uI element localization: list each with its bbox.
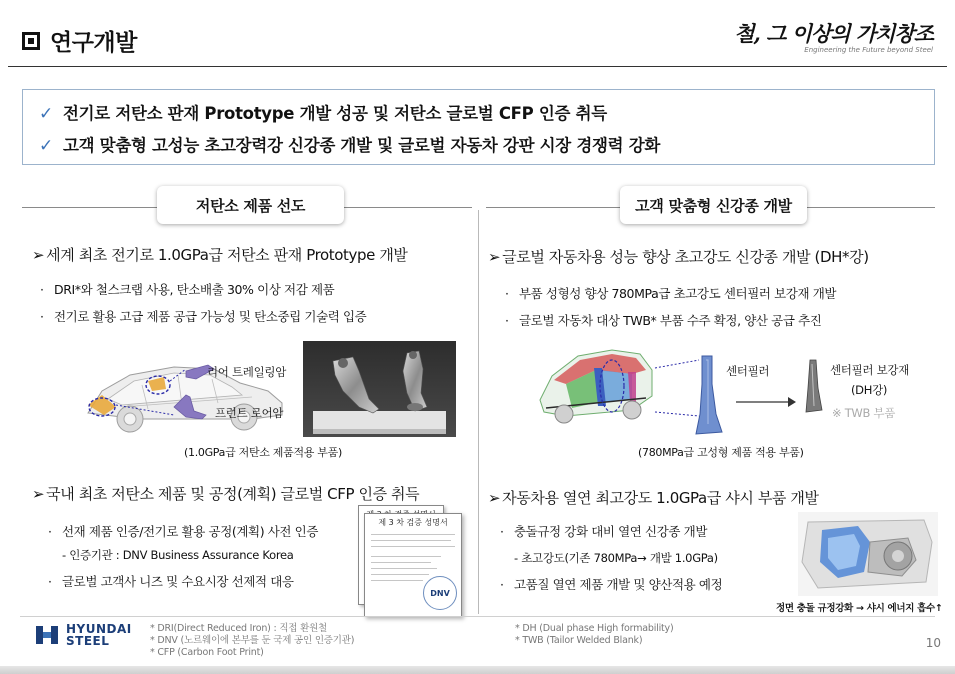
right-heading-2 [488, 487, 819, 508]
left-bullet [48, 572, 294, 590]
right-section-label: 고객 맞춤형 신강종 개발 [620, 186, 807, 224]
square-bullet-icon [22, 32, 40, 50]
right-sub-bullet: - 초고강도(기존 780MPa→ 개발 1.0GPa) [514, 551, 718, 565]
right-bullet-text: 글로벌 자동차 대상 TWB* 부품 수주 확정, 양산 공급 추진 [519, 313, 822, 328]
right-bullet-text: 충돌규정 강화 대비 열연 신강종 개발 [514, 524, 707, 539]
certificate-title: 제 3 차 검증 성명서 [378, 518, 448, 527]
dnv-stamp: DNV [423, 576, 457, 610]
footnote-dri: * DRI(Direct Reduced Iron) : 직접 환원철 [150, 623, 328, 634]
dot-bullet-icon: · [505, 313, 509, 328]
car-frame-illustration [536, 340, 656, 430]
dot-bullet-icon: · [40, 309, 44, 324]
dot-bullet-icon: · [500, 524, 504, 539]
center-pillar-label: 센터필러 [726, 364, 770, 378]
summary-text: 전기로 저탄소 판재 Prototype 개발 성공 및 저탄소 글로벌 CFP 인증 취득 [62, 104, 607, 123]
page-number: 10 [925, 636, 941, 650]
right-heading-2-text: 자동차용 열연 최고강도 1.0GPa급 샤시 부품 개발 [502, 489, 819, 507]
dot-bullet-icon: · [500, 577, 504, 592]
car-body-illustration [82, 345, 292, 437]
certificate-document-front [364, 513, 462, 617]
part-label-rear-trailing-arm: 리어 트레일링암 [207, 365, 287, 379]
left-heading-1 [32, 244, 408, 265]
right-arrow-icon [736, 396, 798, 408]
check-icon: ✓ [39, 104, 53, 124]
footnote-twb: * TWB (Tailor Welded Blank) [515, 635, 643, 646]
dh-steel-label: (DH강) [851, 383, 888, 397]
arrow-bullet-icon: ➢ [488, 489, 501, 507]
right-bullet [500, 575, 722, 593]
left-bullet-text: 선재 제품 인증/전기로 활용 공정(계획) 사전 인증 [62, 524, 319, 539]
summary-box [22, 89, 935, 165]
left-bullet [40, 280, 334, 298]
hyundai-steel-logo-icon [34, 624, 60, 646]
right-heading-1-text: 글로벌 자동차용 성능 향상 초고강도 신강종 개발 (DH*강) [502, 248, 869, 266]
page-title [22, 24, 137, 57]
dot-bullet-icon: · [40, 282, 44, 297]
twb-part-note: ※ TWB 부품 [832, 406, 896, 420]
page-title-text: 연구개발 [50, 30, 137, 56]
brand-slogan-english: Engineering the Future beyond Steel [804, 46, 933, 54]
left-bullet [48, 522, 318, 540]
summary-text: 고객 맞춤형 고성능 초고장력강 신강종 개발 및 글로벌 자동차 강판 시장 경쟁력 강화 [62, 136, 661, 155]
left-bullet-text: 전기로 활용 고급 제품 공급 가능성 및 탄소중립 기술력 입증 [54, 309, 367, 324]
footnote-dnv: * DNV (노르웨이에 본부를 둔 국제 공인 인증기관) [150, 635, 355, 646]
left-heading-2-text: 국내 최초 저탄소 제품 및 공정(계획) 글로벌 CFP 인증 취득 [46, 485, 420, 503]
check-icon: ✓ [39, 136, 53, 156]
product-photo [303, 341, 456, 437]
left-bullet-text: DRI*와 철스크랩 사용, 탄소배출 30% 이상 저감 제품 [54, 282, 335, 297]
arrow-bullet-icon: ➢ [488, 248, 501, 266]
left-bullet-text: 글로벌 고객사 니즈 및 수요시장 선제적 대응 [62, 574, 294, 589]
title-divider [8, 66, 947, 67]
right-bullet [505, 311, 821, 329]
summary-item [39, 98, 934, 130]
part-label-front-lower-arm: 프런트 로어암 [215, 406, 284, 420]
logo-text-line2: STEEL [66, 634, 110, 648]
chassis-caption: 정면 충돌 규정강화 → 샤시 에너지 흡수↑ [776, 603, 943, 614]
left-bullet [40, 307, 366, 325]
left-heading-2 [32, 483, 419, 504]
arrow-bullet-icon: ➢ [32, 485, 45, 503]
footer-divider [20, 616, 935, 617]
reinforcement-label: 센터필러 보강재 [830, 363, 910, 377]
dot-bullet-icon: · [48, 524, 52, 539]
right-bullet-text: 고품질 열연 제품 개발 및 양산적용 예정 [514, 577, 723, 592]
pillar-reinforcement-part [800, 358, 826, 414]
bottom-band [0, 666, 955, 674]
footnote-cfp: * CFP (Carbon Foot Print) [150, 647, 264, 658]
brand-slogan [723, 18, 933, 54]
arrow-bullet-icon: ➢ [32, 246, 45, 264]
center-pillar-part [692, 354, 724, 436]
right-bullet [505, 284, 836, 302]
summary-item [39, 130, 934, 162]
chassis-crash-illustration [798, 512, 938, 596]
dot-bullet-icon: · [505, 286, 509, 301]
left-heading-1-text: 세계 최초 전기로 1.0GPa급 저탄소 판재 Prototype 개발 [46, 246, 408, 264]
left-image-caption: (1.0GPa급 저탄소 제품적용 부품) [184, 446, 342, 459]
right-bullet-text: 부품 성형성 향상 780MPa급 초고강도 센터필러 보강재 개발 [519, 286, 837, 301]
right-bullet [500, 522, 707, 540]
logo-text-line1: HYUNDAI [66, 622, 132, 636]
column-divider [478, 210, 479, 614]
left-sub-bullet: - 인증기관 : DNV Business Assurance Korea [62, 548, 294, 562]
left-section-label: 저탄소 제품 선도 [157, 186, 344, 224]
footnote-dh: * DH (Dual phase High formability) [515, 623, 674, 634]
right-image-caption: (780MPa급 고성형 제품 적용 부품) [638, 446, 804, 459]
right-heading-1 [488, 246, 869, 267]
dot-bullet-icon: · [48, 574, 52, 589]
brand-slogan-text: 철, 그 이상의 가치창조 [734, 21, 933, 46]
hyundai-steel-logo [34, 623, 132, 647]
